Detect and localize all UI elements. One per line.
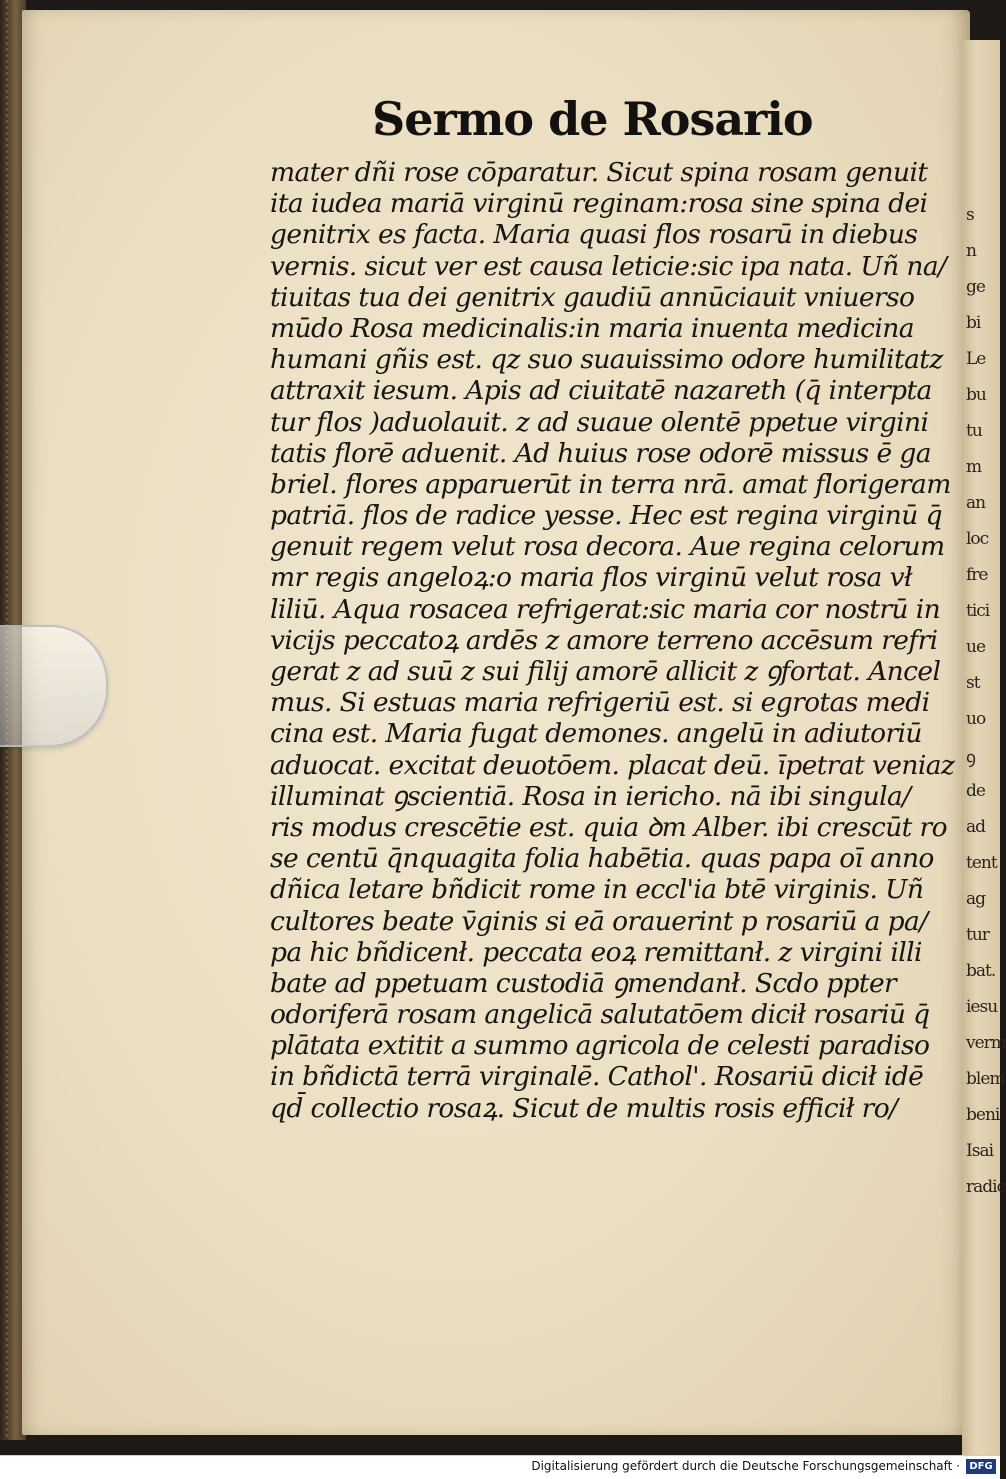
text-line: genuit regem velut rosa decora. Aue regina celorum [270,531,945,563]
text-line: cultores beate v̄ginis si eā orauerint p rosariū a pa/ [270,905,928,937]
running-title: Sermo de Rosario [372,92,813,146]
text-line: liliū. Aqua rosacea refrigerat:sic maria cor nostrū in [270,593,941,625]
text-line: humani gñis est. qz suo suauissimo odore humilitatz [270,344,943,376]
facing-page-fragment: tici [966,601,990,621]
facing-page-fragment: radic [966,1177,1006,1197]
facing-page-fragment: uo [966,709,986,729]
facing-page-fragment: tu [966,421,982,441]
text-line: pa hic bñdicenł. peccata eoꝝ remittanł. z virgini illi [270,936,922,968]
facing-page-fragment: s [966,205,974,225]
text-line: ita iudea mariā virginū reginam:rosa sine spina dei [270,188,928,220]
facing-page-fragment: blem [966,1069,1005,1089]
text-line: aduocat. excitat deuotōem. placat deū. īpetrat veniaz [270,749,955,781]
facing-page-fragment: ag [966,889,986,909]
text-line: in bñdictā terrā virginalē. Cathol'. Rosariū dicił idē [270,1061,924,1093]
dfg-logo: DFG [966,1459,996,1474]
facing-page-edge [962,40,1006,1460]
text-line: tur flos )aduolauit. z ad suaue olentē ppetue virgini [270,406,929,438]
facing-page-fragment: tent [966,853,997,873]
text-line: vicijs peccatoꝝ ardēs z amore terreno accēsum refri [270,624,938,656]
footer-credit: Digitalisierung gefördert durch die Deutsche Forschungsgemeinschaft · [531,1459,960,1473]
facing-page-fragment: bu [966,385,986,405]
text-line: mūdo Rosa medicinalis:in maria inuenta medicina [270,312,914,344]
facing-page-fragment: beni [966,1105,1000,1125]
text-line: qd̄ collectio rosaꝝ. Sicut de multis rosis efficił ro/ [270,1092,898,1124]
text-line: briel. flores apparuerūt in terra nrā. amat florigeram [270,468,951,500]
text-line: illuminat ꝯscientiā. Rosa in iericho. nā ibi singula/ [270,780,911,812]
text-line: ris modus crescētie est. quia ꝺm Alber. ibi crescūt ro [270,811,947,843]
facing-page-fragment: ad [966,817,986,837]
facing-page-fragment: verm [966,1033,1006,1053]
facing-page-fragment: ꝯ [966,748,975,768]
text-line: tiuitas tua dei genitrix gaudiū annūciauit vniuerso [270,281,915,313]
facing-page-fragment: ge [966,277,985,297]
text-line: attraxit iesum. Apis ad ciuitatē nazareth (q̄ interpta [270,375,932,407]
facing-page-fragment: Le [966,349,986,369]
text-line: odoriferā rosam angelicā salutatōem dicił rosariū q̄ [270,999,930,1031]
facing-page-fragment: st [966,673,980,693]
facing-page-fragment: tur [966,925,989,945]
facing-page-fragment: bi [966,313,981,333]
text-line: mr regis angeloꝝ:o maria flos virginū velut rosa vł [270,562,912,594]
text-line: gerat z ad suū z sui filij amorē allicit z ꝯfortat. Ancel [270,656,941,687]
facing-page-fragment: Isai [966,1141,994,1161]
facing-page-fragment: bat. [966,961,996,981]
facing-page-fragment: an [966,493,986,513]
text-line: tatis florē aduenit. Ad huius rose odorē missus ē ga [270,437,931,469]
facing-page-fragment: de [966,781,985,801]
text-line: bate ad ppetuam custodiā ꝯmendanł. Scdo ppter [270,967,897,999]
text-line: cina est. Maria fugat demones. angelū in adiutoriū [270,718,922,750]
text-line: plātata extitit a summo agricola de celesti paradiso [270,1030,930,1062]
footer-bar [0,1455,1000,1479]
facing-page-fragment: loc [966,529,989,549]
text-line: mus. Si estuas maria refrigeriū est. si egrotas medi [270,687,930,719]
text-line: vernis. sicut ver est causa leticie:sic ipa nata. Uñ na/ [270,250,947,282]
page-clip [0,625,108,747]
facing-page-fragment: ue [966,637,986,657]
body-text [270,157,955,1124]
text-line: genitrix es facta. Maria quasi flos rosarū in diebus [270,219,918,251]
text-line: patriā. flos de radice yesse. Hec est regina virginū q̄ [270,500,942,532]
facing-page-fragment: n [966,241,976,261]
text-line: se centū q̄nquagita folia habētia. quas papa oī anno [270,843,934,875]
facing-page-fragment: iesu [966,997,998,1017]
text-line: dñica letare bñdicit rome in eccl'ia btē virginis. Uñ [270,874,924,906]
facing-page-fragment: fre [966,565,988,585]
text-line: mater dñi rose cōparatur. Sicut spina rosam genuit [270,157,928,188]
facing-page-fragment: m [966,457,982,477]
